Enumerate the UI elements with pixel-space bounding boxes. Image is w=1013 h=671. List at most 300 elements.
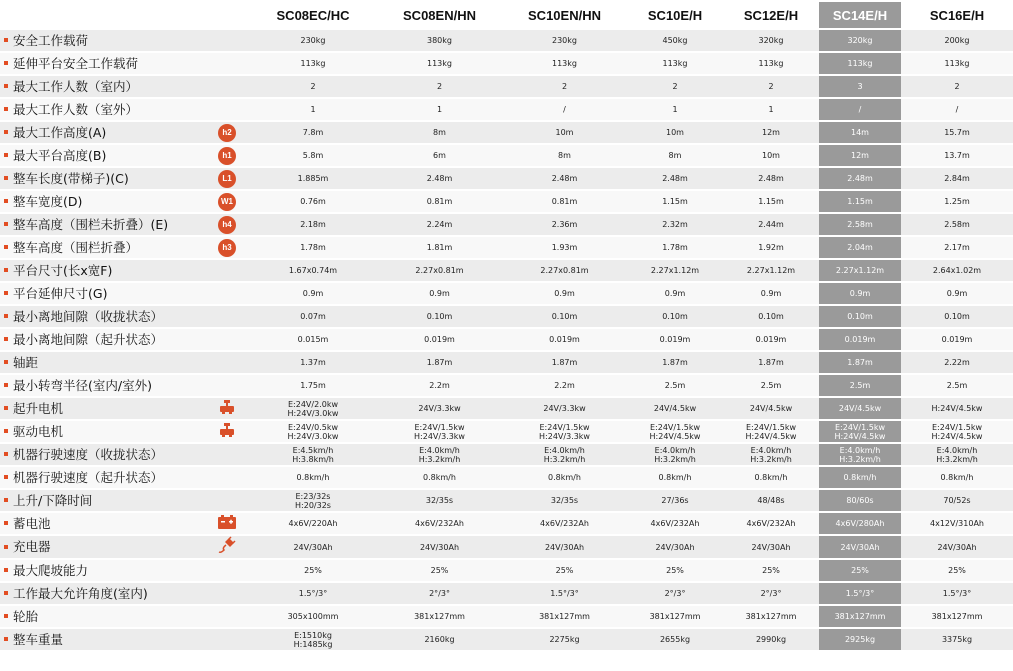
spec-value-cell [901, 560, 1013, 581]
spec-value-cell [627, 329, 723, 350]
spec-icon-cell [205, 398, 249, 419]
spec-value-cell [819, 168, 901, 189]
spec-label-cell [0, 583, 205, 604]
spec-value: 0.8km/h [548, 473, 581, 482]
spec-icon-cell [205, 283, 249, 304]
bullet-icon [4, 568, 8, 572]
spec-value-cell [819, 329, 901, 350]
spec-label: 整车重量 [13, 631, 64, 647]
spec-value: 2.48m [426, 174, 453, 183]
spec-value-cell [901, 191, 1013, 212]
spec-value: 0.81m [551, 197, 578, 206]
spec-value: 4x6V/220Ah [288, 519, 338, 528]
spec-value: 113kg [662, 59, 688, 68]
spec-value: 113kg [758, 59, 784, 68]
spec-value: 0.10m [426, 312, 453, 321]
spec-value: 32/35s [550, 496, 579, 505]
spec-value: 70/52s [943, 496, 971, 505]
spec-label-cell [0, 306, 205, 327]
spec-value-cell [377, 99, 502, 120]
spec-value: 25% [762, 566, 780, 575]
spec-value-cell [627, 444, 723, 465]
spec-value-cell [819, 583, 901, 604]
spec-value-cell [627, 168, 723, 189]
spec-label: 起升电机 [13, 400, 64, 416]
spec-value: 1.93m [551, 243, 578, 252]
spec-value-cell [723, 76, 819, 97]
spec-value-cell [502, 513, 627, 534]
model-header: SC16E/H [929, 7, 985, 23]
spec-value: 113kg [944, 59, 970, 68]
spec-value-cell [819, 99, 901, 120]
spec-icon-cell [205, 490, 249, 511]
spec-value-cell [901, 260, 1013, 281]
spec-value-cell [627, 421, 723, 442]
spec-value-cell [249, 168, 377, 189]
bullet-icon [4, 614, 8, 618]
spec-value-cell [249, 122, 377, 143]
spec-value-cell [377, 214, 502, 235]
spec-value: 380kg [427, 36, 452, 45]
spec-value: 0.9m [946, 289, 968, 298]
spec-row [0, 168, 1013, 189]
spec-icon-cell [205, 329, 249, 350]
spec-value: E:24V/1.5kw H:24V/3.3kw [414, 422, 465, 441]
model-header: SC14E/H [819, 2, 901, 28]
spec-value: 25% [851, 566, 869, 575]
spec-value-cell [627, 490, 723, 511]
spec-label: 最小离地间隙（起升状态） [13, 331, 164, 347]
spec-label-cell [0, 260, 205, 281]
spec-value-cell [901, 490, 1013, 511]
spec-label: 最小离地间隙（收拢状态） [13, 308, 164, 324]
spec-value-cell [377, 122, 502, 143]
spec-value-cell [901, 629, 1013, 650]
spec-value: 2925kg [844, 635, 876, 644]
bullet-icon [4, 176, 8, 180]
spec-value-cell [819, 398, 901, 419]
spec-label: 整车高度（围栏折叠） [13, 239, 139, 255]
bullet-icon [4, 383, 8, 387]
spec-value-cell [723, 583, 819, 604]
spec-label: 最小转弯半径(室内/室外) [13, 377, 152, 393]
spec-value-cell [723, 490, 819, 511]
spec-value-cell [502, 560, 627, 581]
spec-value: 2.64x1.02m [932, 266, 982, 275]
spec-value: 12m [762, 128, 780, 137]
spec-value-cell [502, 122, 627, 143]
spec-value: 0.9m [760, 289, 782, 298]
spec-label-cell [0, 490, 205, 511]
spec-value: 2.48m [662, 174, 688, 183]
spec-value: 2.44m [758, 220, 784, 229]
spec-value-cell [901, 214, 1013, 235]
spec-value-cell [819, 214, 901, 235]
spec-value-cell [249, 536, 377, 558]
spec-icon-cell [205, 375, 249, 396]
spec-value-cell [627, 30, 723, 51]
spec-label: 蓄电池 [13, 515, 51, 531]
bullet-icon [4, 637, 8, 641]
spec-value-cell [502, 421, 627, 442]
dimension-w1-icon: W1 [218, 193, 236, 211]
bullet-icon [4, 545, 8, 549]
spec-value: 2.84m [944, 174, 970, 183]
spec-value-cell [377, 536, 502, 558]
spec-value: E:4.0km/h H:3.2km/h [543, 445, 586, 464]
spec-value-cell [819, 76, 901, 97]
spec-value-cell [723, 99, 819, 120]
bullet-icon [4, 337, 8, 341]
spec-value: E:23/32s H:20/32s [295, 491, 331, 510]
spec-value: 1.885m [297, 174, 329, 183]
spec-value-cell [377, 306, 502, 327]
spec-value: 0.9m [554, 289, 575, 298]
spec-value: 0.019m [755, 335, 787, 344]
spec-value-cell [627, 214, 723, 235]
spec-label-cell [0, 444, 205, 465]
spec-value: 8m [668, 151, 682, 160]
spec-value: 200kg [944, 36, 970, 45]
spec-value: 0.8km/h [843, 473, 877, 482]
spec-row [0, 306, 1013, 327]
spec-value-cell [627, 283, 723, 304]
spec-value: 381x127mm [834, 612, 886, 621]
spec-row [0, 490, 1013, 511]
spec-body [0, 30, 1013, 650]
spec-value: 450kg [662, 36, 688, 45]
spec-value-cell [819, 352, 901, 373]
spec-value-cell [901, 444, 1013, 465]
spec-value: 13.7m [944, 151, 970, 160]
spec-value-cell [819, 513, 901, 534]
spec-row [0, 30, 1013, 51]
spec-value: 381x127mm [539, 612, 590, 621]
spec-value: 1 [436, 105, 443, 114]
spec-value: 1.78m [300, 243, 326, 252]
spec-value-cell [723, 122, 819, 143]
spec-value-cell [502, 329, 627, 350]
spec-row [0, 53, 1013, 74]
spec-icon-cell [205, 260, 249, 281]
spec-value: 0.76m [300, 197, 326, 206]
spec-value-cell [627, 513, 723, 534]
spec-label: 平台尺寸(长x宽F) [13, 262, 113, 278]
spec-value: 0.9m [664, 289, 686, 298]
spec-value: 48/48s [757, 496, 785, 505]
spec-value-cell [723, 260, 819, 281]
spec-label-cell [0, 30, 205, 51]
spec-value-cell [249, 306, 377, 327]
spec-value-cell [819, 53, 901, 74]
spec-icon-cell [205, 145, 249, 166]
spec-row [0, 398, 1013, 419]
spec-label-cell [0, 122, 205, 143]
spec-value-cell [723, 375, 819, 396]
spec-value: 0.8km/h [940, 473, 974, 482]
spec-value: 381x127mm [931, 612, 983, 621]
spec-value-cell [249, 467, 377, 488]
spec-value-cell [723, 560, 819, 581]
spec-value-cell [377, 145, 502, 166]
spec-value-cell [901, 606, 1013, 627]
spec-icon-cell [205, 513, 249, 534]
spec-value: E:24V/1.5kw H:24V/4.5kw [834, 422, 886, 441]
spec-icon-cell [205, 606, 249, 627]
spec-value-cell [723, 306, 819, 327]
spec-value: 10m [666, 128, 684, 137]
spec-value-cell [819, 30, 901, 51]
spec-value-cell [502, 283, 627, 304]
spec-value: 1.5°/3° [845, 589, 875, 598]
spec-value-cell [819, 191, 901, 212]
spec-value: 1.5°/3° [942, 589, 972, 598]
spec-icon-cell [205, 583, 249, 604]
spec-value-cell [377, 329, 502, 350]
spec-value: 0.10m [662, 312, 688, 321]
spec-value: 1.25m [944, 197, 970, 206]
spec-label: 驱动电机 [13, 423, 64, 439]
spec-value: 0.8km/h [658, 473, 692, 482]
spec-value: E:4.0km/h H:3.2km/h [839, 445, 881, 464]
spec-value: 0.07m [300, 312, 326, 321]
spec-value: 2.04m [847, 243, 873, 252]
spec-value-cell [502, 306, 627, 327]
spec-icon-cell [205, 536, 249, 558]
bullet-icon [4, 429, 8, 433]
spec-value: 2.27x1.12m [650, 266, 700, 275]
spec-value: 2°/3° [760, 589, 782, 598]
spec-value-cell [377, 444, 502, 465]
spec-value: 80/60s [846, 496, 874, 505]
spec-row [0, 536, 1013, 558]
spec-value-cell [249, 490, 377, 511]
spec-value-cell [627, 560, 723, 581]
spec-value-cell [901, 583, 1013, 604]
spec-value-cell [723, 629, 819, 650]
spec-value: E:24V/1.5kw H:24V/3.3kw [539, 422, 590, 441]
spec-value: E:4.0km/h H:3.2km/h [936, 445, 978, 464]
spec-value: E:24V/1.5kw H:24V/4.5kw [745, 422, 797, 441]
spec-label: 最大爬坡能力 [13, 562, 89, 578]
spec-row [0, 629, 1013, 650]
spec-value: 1.87m [426, 358, 453, 367]
spec-value: E:24V/2.0kw H:24V/3.0kw [287, 399, 339, 418]
spec-value-cell [627, 375, 723, 396]
bullet-icon [4, 222, 8, 226]
bullet-icon [4, 245, 8, 249]
spec-value-cell [249, 237, 377, 258]
spec-value: 25% [666, 566, 684, 575]
spec-value-cell [901, 536, 1013, 558]
spec-row [0, 375, 1013, 396]
spec-value: 0.81m [426, 197, 453, 206]
spec-label: 延伸平台安全工作载荷 [13, 55, 139, 71]
spec-icon-cell [205, 444, 249, 465]
dimension-h4-icon: h4 [218, 216, 236, 234]
spec-value-cell [819, 560, 901, 581]
spec-value: 1.5°/3° [298, 589, 328, 598]
spec-value-cell [502, 191, 627, 212]
spec-label-cell [0, 513, 205, 534]
spec-value: 3 [857, 82, 863, 91]
header-label-spacer [0, 2, 205, 28]
spec-value-cell [901, 237, 1013, 258]
spec-value-cell [502, 260, 627, 281]
spec-value-cell [377, 352, 502, 373]
spec-value: 27/36s [661, 496, 689, 505]
spec-icon-cell [205, 467, 249, 488]
spec-value: 0.10m [944, 312, 970, 321]
spec-value: 25% [304, 566, 322, 575]
spec-row [0, 145, 1013, 166]
spec-value-cell [723, 237, 819, 258]
bullet-icon [4, 61, 8, 65]
spec-value-cell [723, 168, 819, 189]
spec-value: 24V/3.3kw [543, 404, 586, 413]
spec-value-cell [249, 606, 377, 627]
spec-label: 机器行驶速度（起升状态） [13, 469, 164, 485]
spec-value: 1.75m [300, 381, 326, 390]
spec-value-cell [502, 467, 627, 488]
spec-value: 2°/3° [429, 589, 450, 598]
spec-value: 2.17m [944, 243, 970, 252]
spec-value-cell [502, 398, 627, 419]
bullet-icon [4, 452, 8, 456]
spec-value: 2.24m [426, 220, 453, 229]
spec-label: 机器行驶速度（收拢状态） [13, 446, 164, 462]
spec-value: 0.9m [302, 289, 324, 298]
spec-value: 8m [433, 128, 446, 137]
spec-label-cell [0, 560, 205, 581]
spec-label: 工作最大允许角度(室内) [13, 585, 148, 601]
spec-value-cell [377, 375, 502, 396]
spec-value: E:4.0km/h H:3.2km/h [418, 445, 461, 464]
spec-value-cell [502, 375, 627, 396]
spec-value: 5.8m [302, 151, 324, 160]
spec-value-cell [502, 583, 627, 604]
spec-value-cell [377, 560, 502, 581]
spec-value: 4x6V/232Ah [650, 519, 700, 528]
spec-value: 2 [310, 82, 316, 91]
spec-value: 230kg [552, 36, 577, 45]
spec-label: 最大工作人数（室内） [13, 78, 139, 94]
spec-value: 2.2m [429, 381, 450, 390]
spec-value: 2160kg [424, 635, 455, 644]
spec-value: 2.27x1.12m [835, 266, 885, 275]
spec-value-cell [723, 398, 819, 419]
battery-icon [218, 515, 236, 533]
spec-value-cell [249, 560, 377, 581]
spec-value: 1 [768, 105, 774, 114]
spec-value-cell [627, 122, 723, 143]
spec-value-cell [901, 421, 1013, 442]
spec-label: 整车宽度(D) [13, 193, 83, 209]
spec-value: 2.58m [944, 220, 970, 229]
model-header: SC10E/H [647, 7, 703, 23]
spec-value: 320kg [758, 36, 784, 45]
spec-value: 0.8km/h [423, 473, 456, 482]
spec-value: 2.58m [847, 220, 873, 229]
spec-icon-cell [205, 214, 249, 235]
spec-value: E:24V/1.5kw H:24V/4.5kw [931, 422, 983, 441]
spec-value: 10m [762, 151, 780, 160]
spec-value-cell [819, 306, 901, 327]
spec-icon-cell [205, 629, 249, 650]
spec-value-cell [627, 145, 723, 166]
spec-value: 1.81m [426, 243, 453, 252]
spec-icon-cell [205, 352, 249, 373]
spec-value: 24V/30Ah [544, 542, 585, 552]
spec-value-cell [627, 467, 723, 488]
spec-value: 4x6V/232Ah [540, 519, 589, 528]
spec-value-cell [377, 53, 502, 74]
spec-value: 2.27x0.81m [415, 266, 464, 275]
spec-label-cell [0, 352, 205, 373]
spec-value: 2.27x0.81m [540, 266, 589, 275]
spec-value: 0.019m [941, 335, 973, 344]
spec-value-cell [377, 467, 502, 488]
bullet-icon [4, 521, 8, 525]
spec-row [0, 606, 1013, 627]
spec-label-cell [0, 168, 205, 189]
spec-label: 轮胎 [13, 608, 39, 624]
spec-value-cell [901, 99, 1013, 120]
spec-value: 1.15m [662, 197, 688, 206]
spec-value: 24V/30Ah [937, 542, 977, 552]
spec-value-cell [502, 352, 627, 373]
spec-value: 2°/3° [664, 589, 686, 598]
bullet-icon [4, 498, 8, 502]
spec-value-cell [249, 583, 377, 604]
spec-value-cell [249, 629, 377, 650]
spec-value: 32/35s [425, 496, 454, 505]
spec-value: 305x100mm [287, 612, 339, 621]
spec-value: 381x127mm [414, 612, 465, 621]
spec-row [0, 560, 1013, 581]
spec-value-cell [249, 375, 377, 396]
spec-value-cell [249, 352, 377, 373]
spec-value: E:24V/1.5kw H:24V/4.5kw [649, 422, 701, 441]
dimension-h3-icon: h3 [218, 239, 236, 257]
spec-value-cell [249, 329, 377, 350]
spec-label-cell [0, 375, 205, 396]
spec-value-cell [377, 168, 502, 189]
spec-value-cell [723, 467, 819, 488]
spec-value-cell [627, 583, 723, 604]
spec-value-cell [901, 168, 1013, 189]
bullet-icon [4, 475, 8, 479]
spec-value-cell [723, 30, 819, 51]
spec-value-cell [377, 583, 502, 604]
spec-value: E:4.0km/h H:3.2km/h [750, 445, 792, 464]
spec-value: 24V/30Ah [840, 542, 880, 552]
spec-value: E:4.5km/h H:3.8km/h [292, 445, 334, 464]
spec-value: 25% [430, 566, 449, 575]
spec-value: 2 [436, 82, 443, 91]
spec-row [0, 237, 1013, 258]
dimension-h2-icon: h2 [218, 124, 236, 142]
spec-value: 0.9m [849, 289, 871, 298]
spec-value-cell [819, 606, 901, 627]
spec-value-cell [249, 421, 377, 442]
spec-row [0, 214, 1013, 235]
spec-value: 4x6V/232Ah [415, 519, 464, 528]
spec-value-cell [249, 513, 377, 534]
spec-value: 0.8km/h [296, 473, 330, 482]
spec-label-cell [0, 329, 205, 350]
spec-value-cell [901, 352, 1013, 373]
